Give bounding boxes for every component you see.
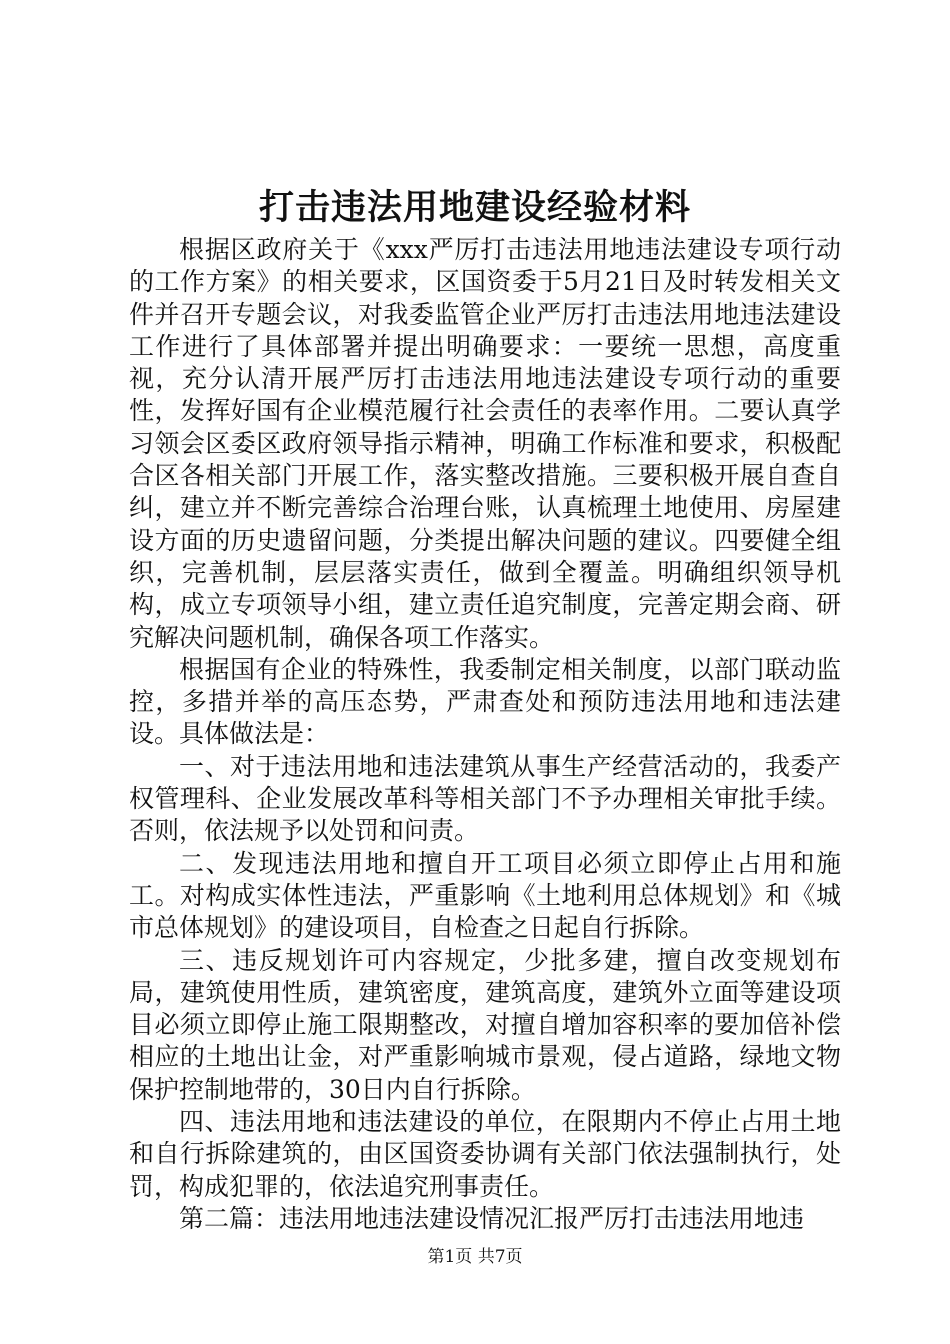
body-paragraph: 第二篇：违法用地违法建设情况汇报严厉打击违法用地违 (179, 1203, 805, 1233)
body-paragraph: 一、对于违法用地和违法建筑从事生产经营活动的，我委产权管理科、企业发展改革科等相关部门不予办理相关审批手续。否则，依法规予以处罚和问责。 (129, 751, 841, 846)
body-paragraph: 二、发现违法用地和擅自开工项目必须立即停止占用和施工。对构成实体性违法，严重影响《土地利用总体规划》和《城市总体规划》的建设项目，自检查之日起自行拆除。 (129, 848, 841, 943)
body-paragraph: 根据国有企业的特殊性，我委制定相关制度，以部门联动监控，多措并举的高压态势，严肃查处和预防违法用地和违法建设。具体做法是： (129, 654, 841, 749)
page-footer (0, 1245, 950, 1269)
body-paragraph: 四、违法用地和违法建设的单位，在限期内不停止占用土地和自行拆除建筑的，由区国资委协调有关部门依法强制执行，处罚，构成犯罪的，依法追究刑事责任。 (129, 1107, 841, 1201)
body-paragraph: 根据区政府关于《xxx严厉打击违法用地违法建设专项行动的工作方案》的相关要求，区国资委于5月21日及时转发相关文件并召开专题会议，对我委监管企业严厉打击违法用地违法建设工作进行了具体部署并提出明确要求：一要统一思想，高度重视，充分认清开展严厉打击违法用地违法建设专项行动的重要性，发挥好国有企业模范履行社会责任的表率作用。二要认真学习领会区委区政府领导指示精神，明确工作标准和要求，积极配合区各相关部门开展工作，落实整改措施。三要积极开展自查自纠，建立并不断完善综合治理台账，认真梳理土地使用、房屋建设方面的历史遗留问题，分类提出解决问题的建议。四要健全组织，完善机制，层层落实责任，做到全覆盖。明确组织领导机构，成立专项领导小组，建立责任追究制度，完善定期会商、研究解决问题机制，确保各项工作落实。 (129, 235, 841, 652)
body-paragraph: 三、违反规划许可内容规定，少批多建，擅自改变规划布局，建筑使用性质，建筑密度，建筑高度，建筑外立面等建设项目必须立即停止施工限期整改，对擅自增加容积率的要加倍补偿相应的土地出让金，对严重影响城市景观，侵占道路，绿地文物保护控制地带的，30日内自行拆除。 (129, 945, 841, 1104)
document-body (129, 234, 841, 1235)
page-indicator: 第1页 共7页 (427, 1247, 523, 1267)
document-title: 打击违法用地建设经验材料 (258, 187, 691, 228)
